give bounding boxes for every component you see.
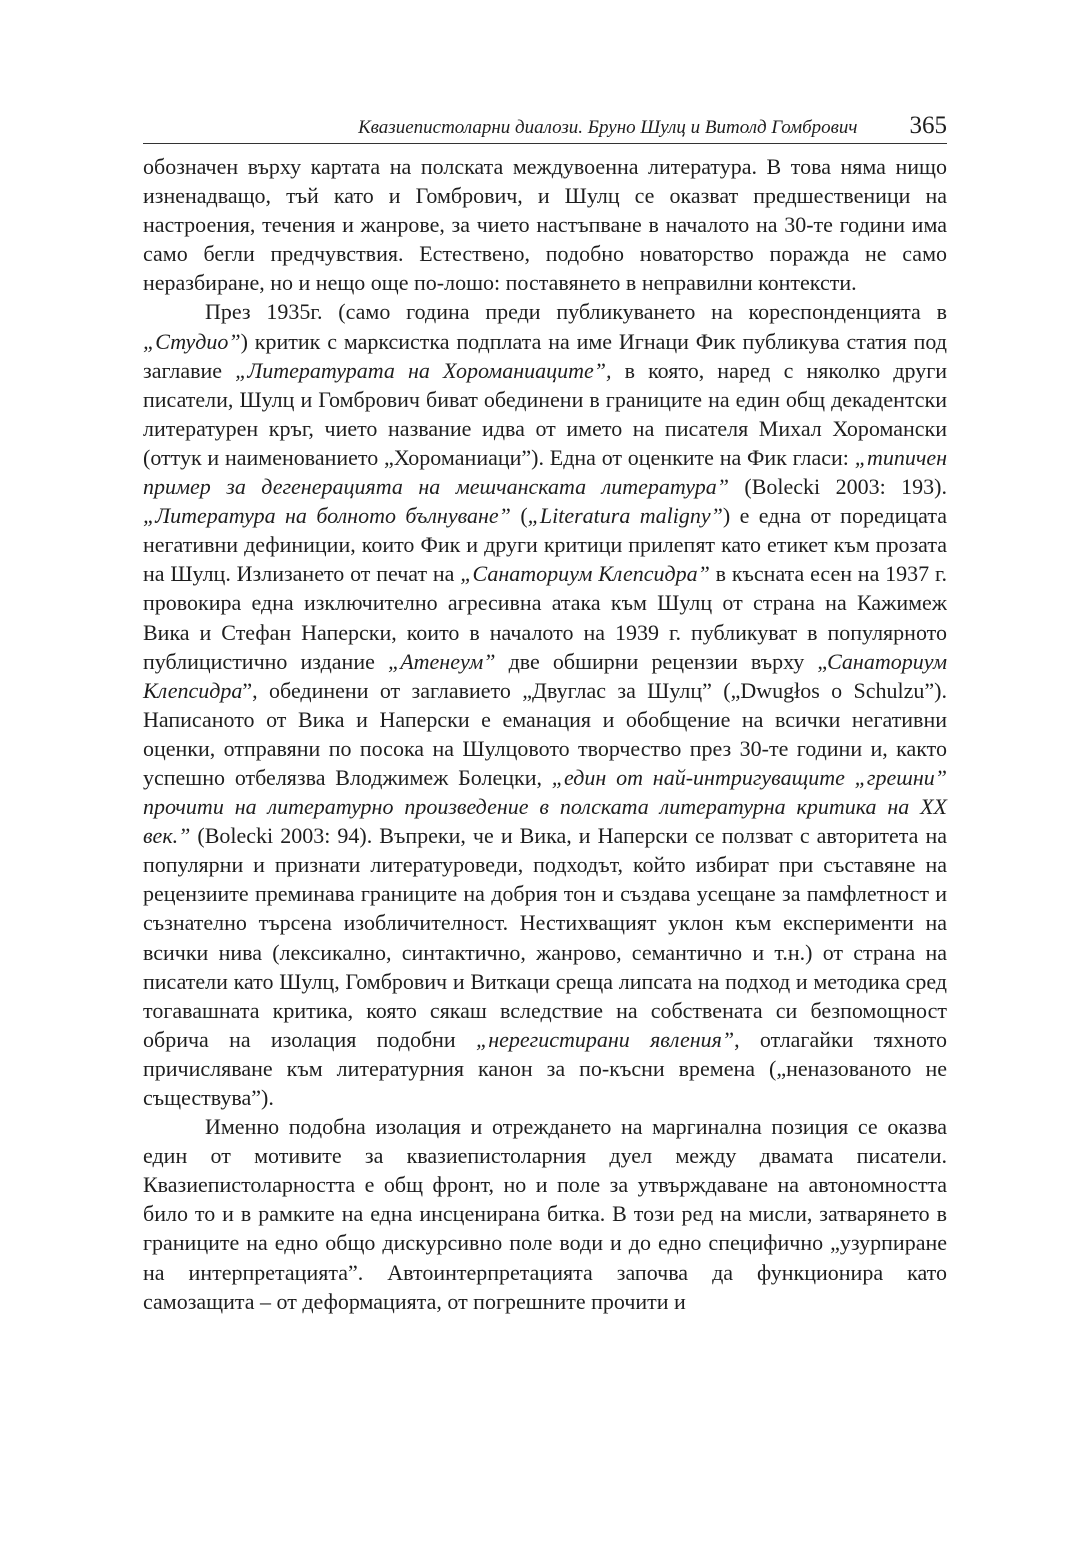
text-run: ( — [510, 503, 528, 529]
italic-quote: „Literatura maligny” — [527, 503, 723, 529]
italic-quote: „Литературата на Хоромaниаците”, — [235, 357, 612, 383]
body-text — [143, 152, 947, 1316]
italic-quote: „един от най-интригуващите „грешни” прочити на литературно произведение в полската литературна критика на ХХ век.” — [143, 764, 947, 849]
italic-quote: „Студио” — [143, 328, 241, 354]
book-page — [143, 112, 947, 1316]
text-run: в късната есен на 1937 г. провокира една изключително агресивна атака към Шулц от страна на Кажимеж Вика и Стефан Наперски, които в началото на 1939 г. публикуват в популярното публицистично издание — [143, 561, 948, 674]
text-run: Именно подобна изолация и отрежданeто на маргинална позиция се оказва един от мотивите за квазиепистоларния дуел между двамата писатели. Квазиепистоларността е общ фронт, но и поле за утвърждаване на автономността било то и в рамките на една инсценирана битка. В този ред на мисли, затварянето в границите на едно общо дискурсивно поле води и до едно специфично „узурпиране на интерпретацията”. Автоинтерпретацията започва да функционира като самозащита – от деформацията, от погрешните прочити и — [143, 1114, 947, 1314]
running-header — [143, 112, 947, 144]
text-run: (Bolecki 2003: 94). Въпреки, че и Вика, и Наперски се ползват с авторитета на популярни и признати литературоведи, подходът, който избират при съставяне на рецензиите преминава границите на добрия тон и създава усещане за памфлетност и съзнателно търсена изобличителност. Нестихващият уклон към експерименти на всички нива (лексикално, синтактично, жанрово, семантично и т.н.) от страна на писатели като Шулц, Гомбрович и Виткаци среща липсата на подход и методика сред тогавашната критика, която сякаш вследствие на собствената си безпомощност обрича на изолация подобни — [143, 823, 947, 1052]
italic-quote: „нерегистирани явления” — [475, 1026, 735, 1052]
text-run: През 1935г. (само година преди публикуването на кореспонденцията в — [205, 299, 947, 325]
paragraph — [143, 152, 947, 297]
paragraph — [143, 297, 947, 1112]
italic-quote: „Атенеум” — [387, 648, 496, 674]
page-number: 365 — [909, 112, 947, 139]
italic-quote: Санаториум Клепсидра — [143, 648, 947, 703]
text-run: ”, обединени от заглавието „Двуглас за Шулц” („Dwugłos o Schulzu”). Написаното от Вика и Наперски е еманация и обобщение на всички негативни оценки, отправяни по посока на Шулцовото творчество през 30-те години и, както успешно отбелязва Влоджимеж Болецки, — [143, 677, 947, 790]
text-run: две обширни рецензии върху „ — [495, 648, 828, 674]
text-run: (Bolecki 2003: 193). — [728, 474, 947, 500]
italic-quote: „Литература на болното бълнуване” — [143, 503, 511, 529]
italic-quote: „Санаториум Клепсидра” — [460, 561, 710, 587]
running-header-title: Квазиепистоларни диалози. Бруно Шулц и Витолд Гомбрович — [358, 117, 858, 138]
text-run: в която, наред с няколко други писатели, Шулц и Гомбрович биват обединени в границите на един общ декадентски литературен кръг, чието название идва от името на писателя Михал Хоромански (оттук и наименованието „Хоромaниаци”). Една от оценките на Фик гласи: — [143, 357, 947, 470]
text-run: ) критик с марксистка подплата на име Игнаци Фик публикува статия под заглавие — [143, 328, 947, 383]
text-run: ) е една от поредицата негативни дефиниции, които Фик и други критици прилепят като етикет към прозата на Шулц. Излизането от печат на — [143, 503, 948, 587]
text-run: , отлагайки тяхното причисляване към литературния канон за по-късни времена („неназованото не съществува”). — [143, 1026, 947, 1110]
text-run: обозначен върху картата на полската междувоенна литература. В това няма нищо изненадващо, тъй като и Гомбрович, и Шулц се оказват предшественици на настроения, течения и жанрове, за чието настъпване в началото на 30-те години има само бегли предчувствия. Естествено, подобно новаторство поражда не само неразбиране, но и нещо още по-лошо: поставянето в неправилни контексти. — [143, 154, 947, 296]
paragraph — [143, 1112, 947, 1316]
italic-quote: „типичен пример за дегенерацията на мешчанската литература” — [143, 444, 947, 500]
